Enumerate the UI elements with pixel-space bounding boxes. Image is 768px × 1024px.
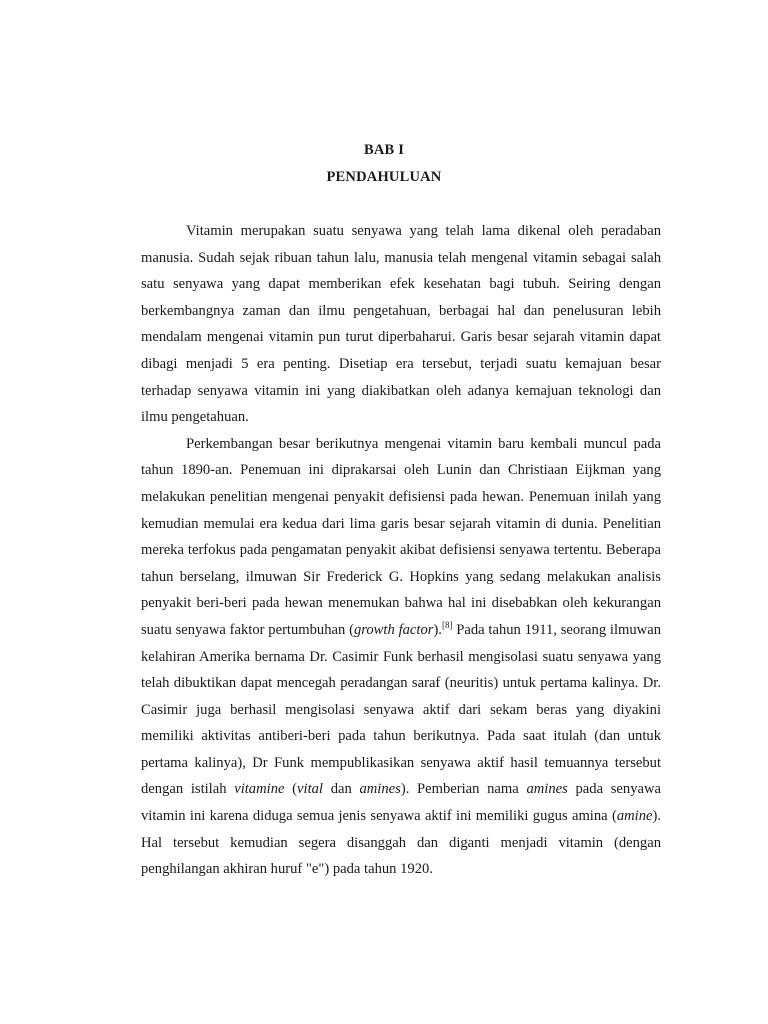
paragraph-1: Vitamin merupakan suatu senyawa yang telah lama dikenal oleh peradaban manusia. Sudah sejak ribuan tahun lalu, manusia telah mengenal vitamin sebagai salah satu senyawa yang dapat memberikan efek kesehatan bagi tubuh. Seiring dengan berkembangnya zaman dan ilmu pengetahuan, berbagai hal dan penelusuran lebih mendalam mengenai vitamin pun turut diperbaharui. Garis besar sejarah vitamin dapat dibagi menjadi 5 era penting. Disetiap era tersebut, terjadi suatu kemajuan besar terhadap senyawa vitamin ini yang diakibatkan oleh adanya kemajuan teknologi dan ilmu pengetahuan.	[141, 223, 661, 426]
chapter-title: PENDAHULUAN	[326, 169, 442, 185]
paragraph-2-text: ). Hal tersebut kemudian segera disanggah dan diganti menjadi vitamin (dengan penghilangan akhiran huruf "e") pada tahun 1920.	[141, 808, 661, 878]
paragraph-2-text: ).	[433, 621, 442, 638]
italic-term: amines	[526, 781, 568, 798]
paragraph-2	[141, 431, 661, 883]
paragraph-2-text: Pada tahun 1911, seorang ilmuwan kelahiran Amerika bernama Dr. Casimir Funk berhasil mengisolasi suatu senyawa yang telah dibuktikan dapat mencegah peradangan saraf (neuritis) untuk pertama kalinya. Dr. Casimir juga berhasil mengisolasi senyawa aktif dari sekam beras yang diyakini memiliki aktivitas antiberi-beri pada tahun berikutnya. Pada saat itulah (dan untuk pertama kalinya), Dr Funk mempublikasikan senyawa aktif hasil temuannya tersebut dengan istilah	[141, 621, 661, 798]
citation-ref: [8]	[441, 619, 453, 630]
body-text	[141, 218, 661, 883]
chapter-heading: BAB I	[363, 142, 405, 158]
italic-term: growth factor	[353, 621, 434, 638]
italic-term: vitamine	[234, 781, 285, 798]
paragraph-2-text: Perkembangan besar berikutnya mengenai vitamin baru kembali muncul pada tahun 1890-an. Penemuan ini diprakarsai oleh Lunin dan Christiaan Eijkman yang melakukan penelitian mengenai penyakit defisiensi pada hewan. Penemuan inilah yang kemudian memulai era kedua dari lima garis besar sejarah vitamin di dunia. Penelitian mereka terfokus pada pengamatan penyakit akibat defisiensi senyawa tertentu. Beberapa tahun berselang, ilmuwan Sir Frederick G. Hopkins yang sedang melakukan analisis penyakit beri-beri pada hewan menemukan bahwa hal ini disebabkan oleh kekurangan suatu senyawa faktor pertumbuhan (	[141, 435, 661, 638]
paragraph-2-text: (	[284, 781, 298, 798]
paragraph-2-text: dan	[323, 781, 360, 798]
paragraph-2-text: ). Pemberian nama	[400, 781, 527, 798]
paragraph-2-text: pada senyawa vitamin ini karena diduga semua jenis senyawa aktif ini memiliki gugus amina (	[141, 781, 661, 825]
italic-term: amine	[616, 808, 653, 825]
italic-term: amines	[359, 781, 401, 798]
italic-term: vital	[297, 781, 323, 798]
